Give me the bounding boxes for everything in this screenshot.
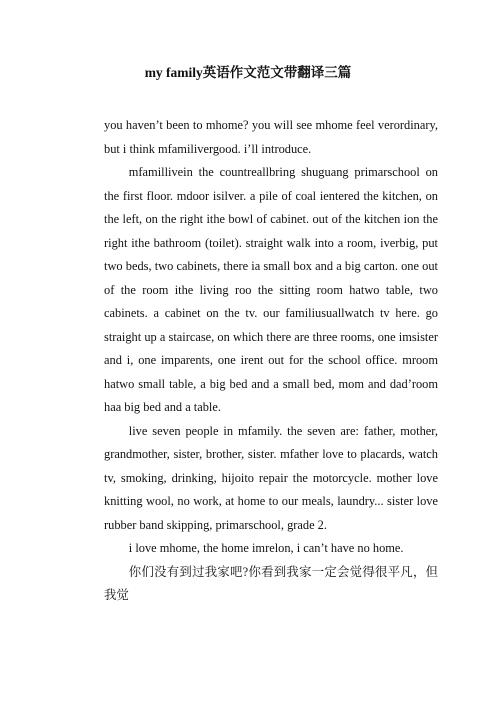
paragraph-chinese-translation: 你们没有到过我家吧?你看到我家一定会觉得很平凡，但我觉 [104, 564, 438, 602]
paragraph-house-description: mfamillivein the countreallbring shuguang primarschool on the first floor. mdoor isilver. a pile of coal ientered the kitchen, on the left, on the right ithe bowl of cabinet. out of the kitchen ion the right ithe bathroom (toilet). straight walk into a room, iverbig, put two beds, two cabinets, there ia small box and a big carton. one out of the room ithe living roo the sitting room hatwo table, two cabinets. a cabinet on the tv. our familiusuallwatch tv here. go straight up a staircase, on which there are three rooms, one imsister and i, one imparents, one irent out for the school office. mroom hatwo small table, a big bed and a small bed, mom and dad’room haa big bed and a table. [104, 165, 438, 414]
paragraph-conclusion: i love mhome, the home imrelon, i can’t have no home. [128, 541, 404, 555]
paragraph-intro: you haven’t been to mhome? you will see mhome feel verordinary, but i think mfamilivergood. i’ll introduce. [104, 118, 438, 156]
document-title: my family英语作文范文带翻译三篇 [144, 65, 352, 80]
paragraph-family-members: live seven people in mfamily. the seven are: father, mother, grandmother, sister, brother, sister. mfather love to placards, watch tv, smoking, drinking, hijoito repair the motorcycle. mother love knitting wool, no work, at home to our meals, laundry... sister love rubber band skipping, primarschool, grade 2. [104, 423, 438, 532]
document-body [104, 114, 438, 608]
